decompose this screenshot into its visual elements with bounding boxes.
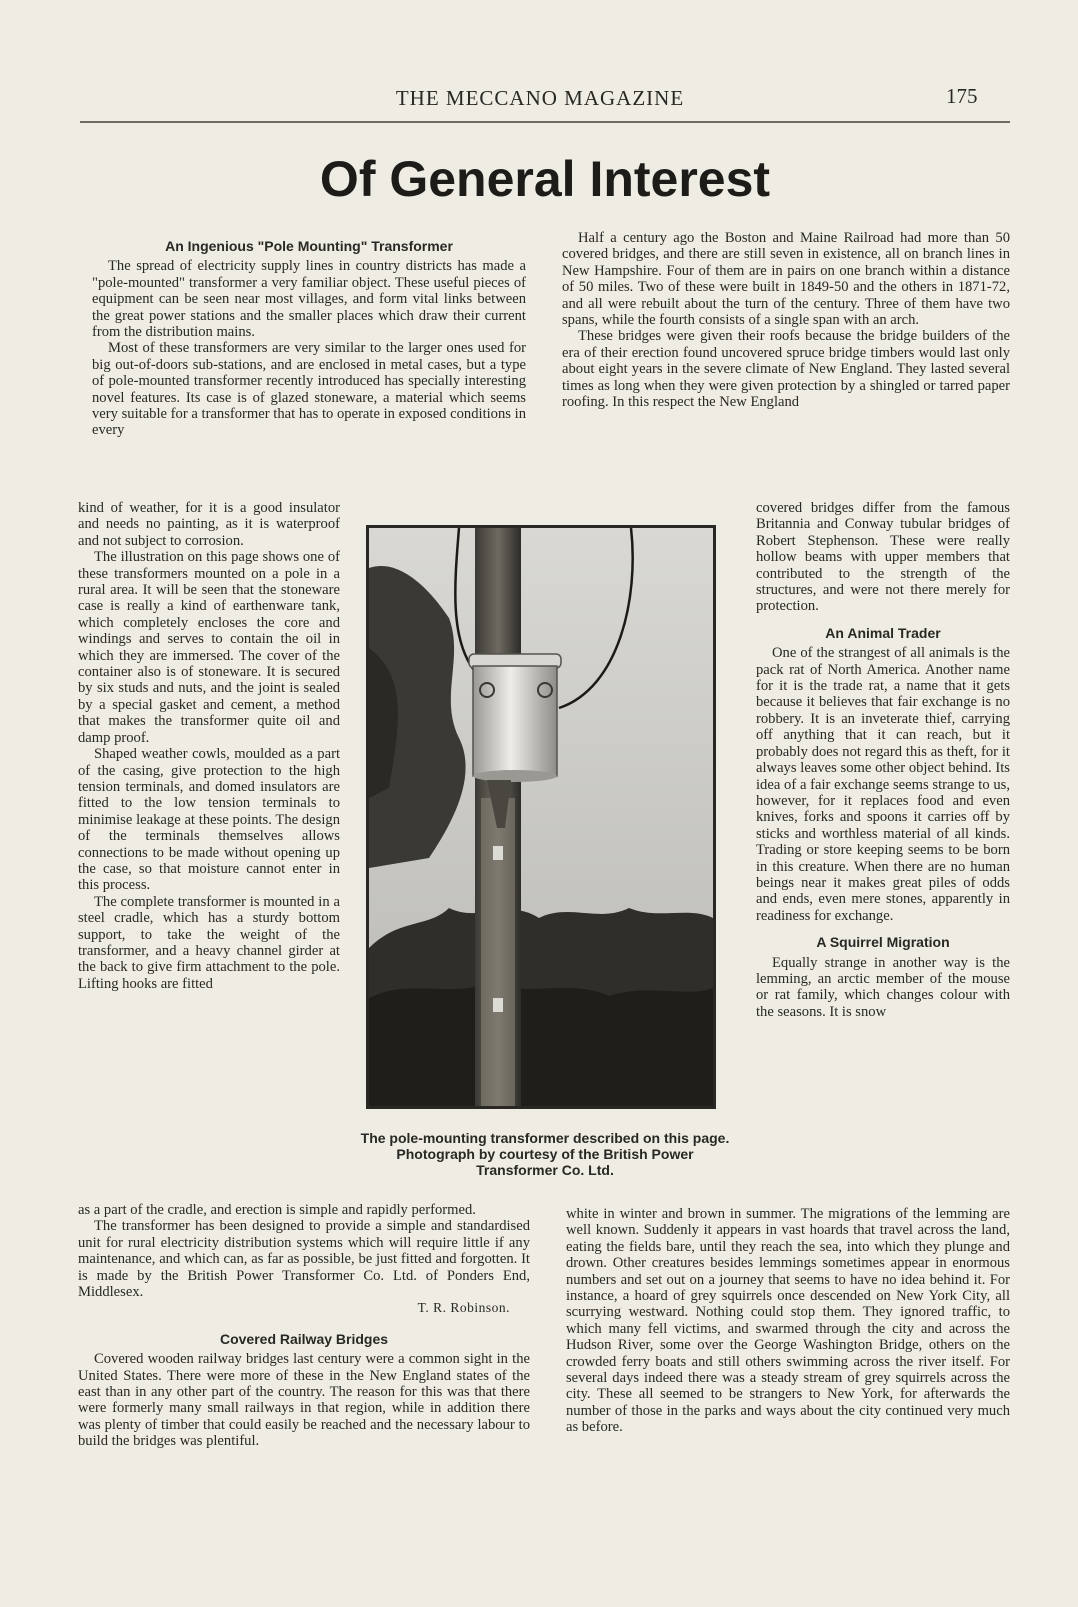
- heading-bridges: Covered Railway Bridges: [219, 1330, 389, 1347]
- paragraph: The spread of electricity supply lines in country districts has made a "pole-mounted" transformer a very familiar object. These useful pieces of equipment can be seen near most villages, and form vital links between the great power stations and the smaller places which draw their current from the distribution mains.: [92, 258, 526, 341]
- photo-caption: The pole-mounting transformer described on this page. Photograph by courtesy of the British Power Transformer Co. Ltd.: [360, 1130, 730, 1178]
- right-column-narrow: [756, 500, 1010, 1020]
- left-column-top: [92, 238, 526, 439]
- paragraph: The transformer has been designed to provide a simple and standardised unit for rural electricity distribution systems which will require little if any maintenance, and which can, as far as possible, be just fitted and forgotten. It is made by the British Power Transformer Co. Ltd. of Ponders End, Middlesex.: [78, 1218, 530, 1301]
- page-number: 175: [946, 84, 978, 108]
- right-column-top: [562, 230, 1010, 410]
- paragraph: as a part of the cradle, and erection is simple and rapidly performed.: [78, 1202, 476, 1218]
- heading-transformer: An Ingenious "Pole Mounting" Transformer: [165, 238, 453, 254]
- running-header: THE MECCANO MAGAZINE: [395, 86, 685, 110]
- page-title: Of General Interest: [319, 151, 771, 207]
- paragraph: One of the strangest of all animals is the pack rat of North America. Another name for it is the trade rat, a name that it gets because it believes that fair exchange is no robbery. It is an inveterate thief, carrying off anything that it can reach, but it probably does not regard this as theft, for it always leaves some other object behind. Its idea of a fair exchange seems strange to us, however, for it replaces food and even knives, forks and spoons it carries off by sticks and worthless material of all kinds. Trading or store keeping seems to be born in this creature. When there are no human beings near it makes great piles of odds and ends, even mere stones, apparently in readiness for exchange.: [756, 645, 1010, 924]
- heading-trader: An Animal Trader: [825, 624, 941, 641]
- paragraph: kind of weather, for it is a good insulator and needs no painting, as it is waterproof and not subject to corrosion.: [78, 500, 340, 549]
- paragraph: white in winter and brown in summer. The migrations of the lemming are well known. Suddenly it appears in vast hoards that travel across the land, eating the fields bare, until they reach the sea, into which they plunge and drown. Other creatures besides lemmings sometimes appear in enormous numbers and set out on a journey that seems to have no idea behind it. For instance, a hoard of grey squirrels once descended on New York City, all scurrying westward. Nothing could stop them. They ignored traffic, to which many fell victims, and swarmed through the city and across the Hudson River, some over the George Washington Bridge, others on the crowded ferry boats and still others swimming across the river itself. For several days indeed there was a steady stream of grey squirrels across the city. These all seemed to be strangers to New York, for afterwards the number of those in the parks and ways about the city continued very much as before.: [566, 1206, 1010, 1436]
- paragraph: The complete transformer is mounted in a steel cradle, which has a sturdy bottom support, to take the weight of the transformer, and a heavy channel girder at the back to give firm attachment to the pole. Lifting hooks are fitted: [78, 893, 340, 992]
- heading-squirrel: A Squirrel Migration: [816, 934, 950, 951]
- left-column-bottom: [78, 1202, 530, 1450]
- paragraph: Covered wooden railway bridges last century were a common sight in the United States. There were more of these in the New England states of the east than in any other part of the country. The reason for this was that there were formerly many small railways in that region, while in addition there was plenty of timber that could easily be reached and the necessary labour to build the bridges was plentiful.: [78, 1351, 530, 1450]
- right-column-bottom: [566, 1206, 1010, 1436]
- paragraph: covered bridges differ from the famous Britannia and Conway tubular bridges of Robert Stephenson. These were really hollow beams with upper members that contributed to the strength of the structures, and were not there merely for protection.: [756, 500, 1010, 615]
- paragraph: Most of these transformers are very similar to the larger ones used for big out-of-doors sub-stations, and are enclosed in metal cases, but a type of pole-mounted transformer recently introduced has specially interesting novel features. Its case is of glazed stoneware, a material which seems very suitable for a transformer that has to operate in exposed conditions in every: [92, 340, 526, 439]
- paragraph: The illustration on this page shows one of these transformers mounted on a pole in a rural area. It will be seen that the stoneware case is really a kind of earthenware tank, which completely encloses the core and windings and serves to contain the oil in which they are immersed. The cover of the container also is of stoneware. It is secured by six studs and nuts, and the joint is sealed by a special gasket and cement, a method that makes the transformer quite oil and damp proof.: [78, 549, 340, 746]
- header-rule: [80, 121, 1010, 123]
- photo-illustration: [369, 528, 713, 1106]
- paragraph: Shaped weather cowls, moulded as a part of the casing, give protection to the high tension terminals, and domed insulators are fitted to the low tension terminals to minimise leakage at these points. The design of the terminals themselves allows connections to be made without opening up the case, so that moisture cannot enter in this process.: [78, 746, 340, 894]
- paragraph: Equally strange in another way is the lemming, an arctic member of the mouse or rat family, which changes colour with the seasons. It is snow: [756, 954, 1010, 1020]
- paragraph: These bridges were given their roofs because the bridge builders of the era of their erection found uncovered spruce bridge timbers would last only about eight years in the severe climate of New England. They lasted several times as long when they were given protection by a shingled or tarred paper roofing. In this respect the New England: [562, 328, 1010, 411]
- left-column-narrow: [78, 500, 340, 992]
- transformer-photo: [366, 525, 716, 1109]
- paragraph: Half a century ago the Boston and Maine Railroad had more than 50 covered bridges, and there are still seven in existence, all on branch lines in New Hampshire. Four of them are in pairs on one branch within a distance of 50 miles. Two of these were built in 1849-50 and the others in 1871-72, and all were rebuilt about the turn of the century. Three of them have two spans, while the fourth consists of a single span with an arch.: [562, 230, 1010, 329]
- byline: T. R. Robinson.: [417, 1300, 510, 1316]
